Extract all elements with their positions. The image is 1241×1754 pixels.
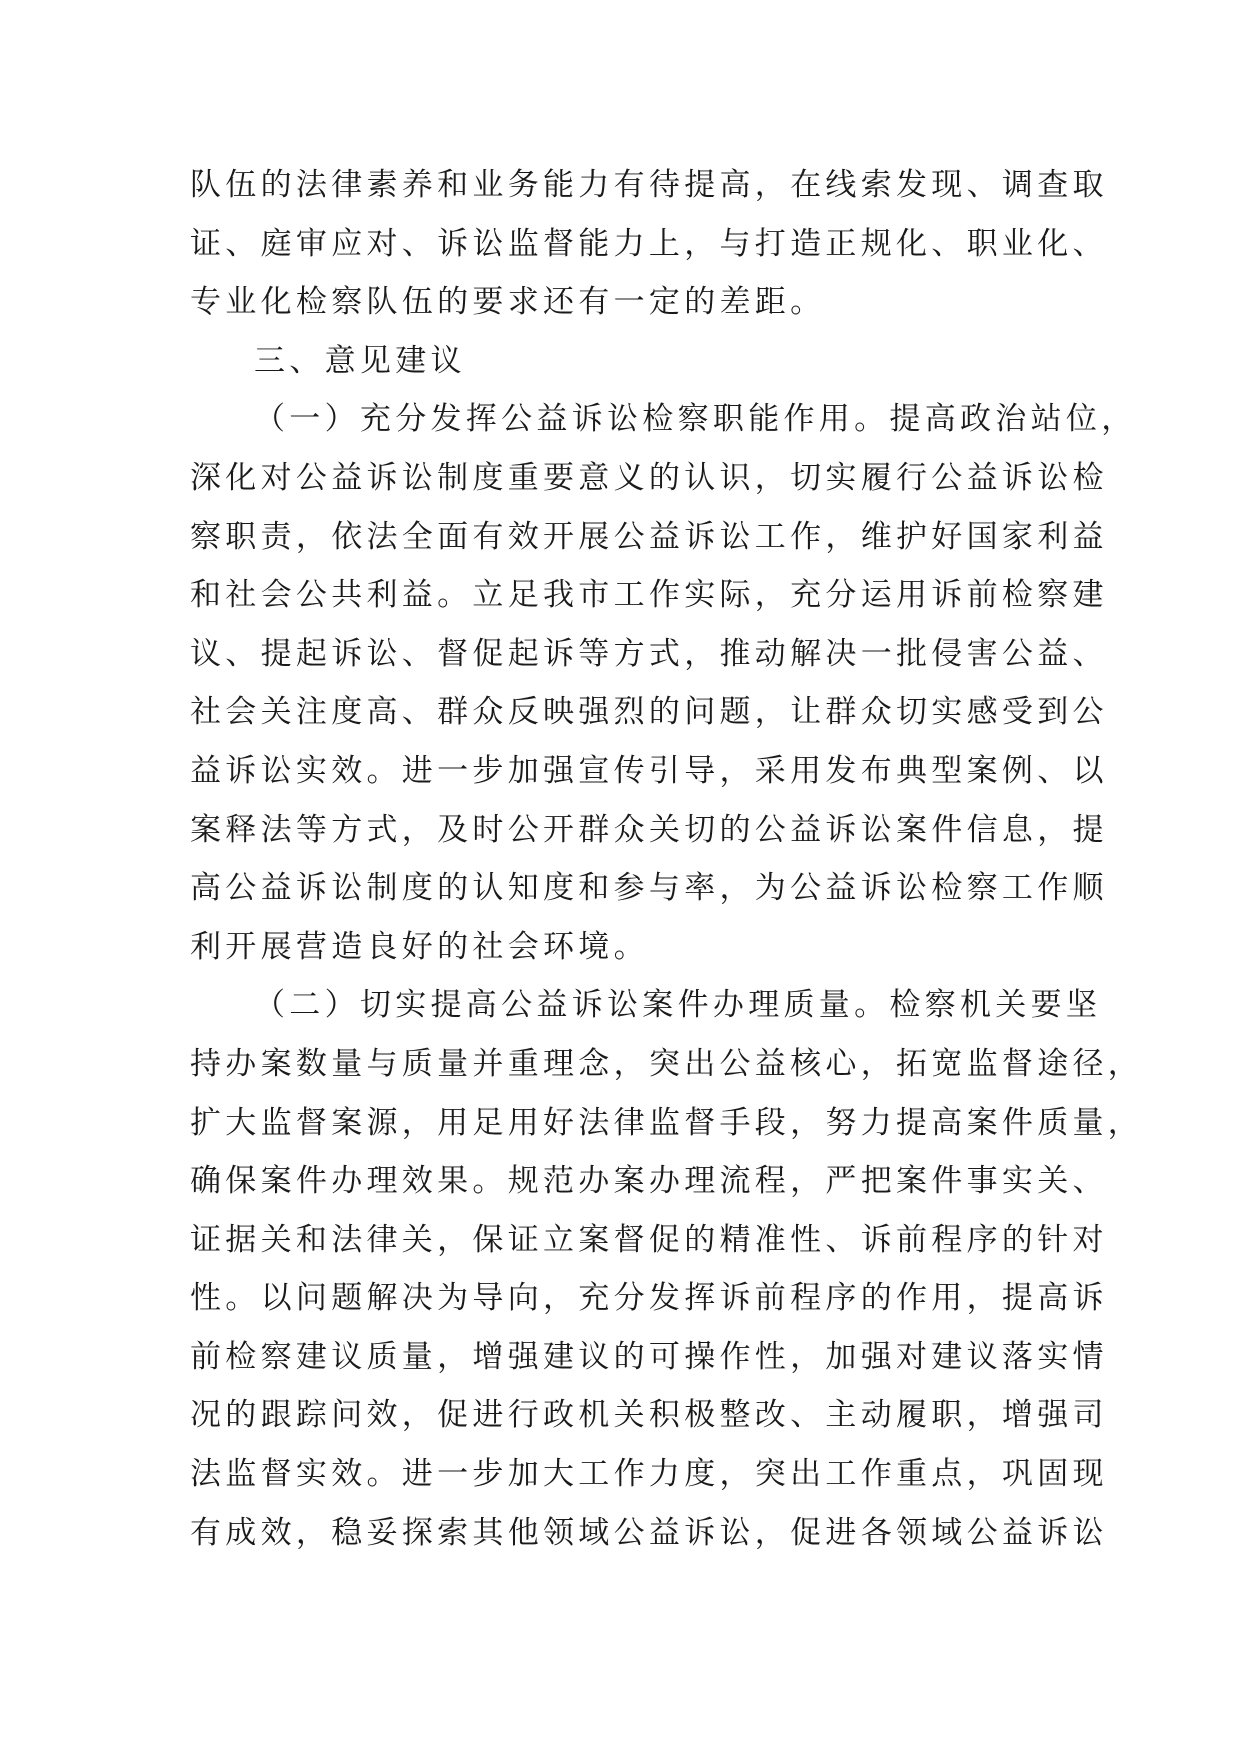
- text-line: 专业化检察队伍的要求还有一定的差距。: [190, 284, 826, 321]
- text-line: 况的跟踪问效，促进行政机关积极整改、主动履职，增强司: [190, 1397, 1108, 1434]
- text-line: 益诉讼实效。进一步加强宣传引导，采用发布典型案例、以: [190, 752, 1108, 789]
- text-line: 证、庭审应对、诉讼监督能力上，与打造正规化、职业化、: [190, 225, 1108, 262]
- section-heading: 三、意见建议: [254, 342, 466, 379]
- text-line: 队伍的法律素养和业务能力有待提高，在线索发现、调查取: [190, 167, 1108, 203]
- text-line: 有成效，稳妥探索其他领域公益诉讼，促进各领域公益诉讼: [190, 1514, 1108, 1551]
- text-line: 高公益诉讼制度的认知度和参与率，为公益诉讼检察工作顺: [190, 870, 1108, 907]
- text-line: 察职责，依法全面有效开展公益诉讼工作，维护好国家利益: [190, 518, 1108, 555]
- document-body: [190, 156, 1144, 1562]
- text-line: 深化对公益诉讼制度重要意义的认识，切实履行公益诉讼检: [190, 459, 1108, 496]
- text-line: 确保案件办理效果。规范办案办理流程，严把案件事实关、: [190, 1163, 1108, 1200]
- text-line: 社会关注度高、群众反映强烈的问题，让群众切实感受到公: [190, 694, 1108, 731]
- paragraph-first-line: （二）切实提高公益诉讼案件办理质量。检察机关要坚: [254, 987, 1102, 1024]
- text-line: 法监督实效。进一步加大工作力度，突出工作重点，巩固现: [190, 1456, 1108, 1493]
- paragraph-first-line: （一）充分发挥公益诉讼检察职能作用。提高政治站位，: [254, 401, 1137, 438]
- text-line: 和社会公共利益。立足我市工作实际，充分运用诉前检察建: [190, 577, 1108, 614]
- text-line: 利开展营造良好的社会环境。: [190, 928, 649, 965]
- text-line: 持办案数量与质量并重理念，突出公益核心，拓宽监督途径，: [190, 1045, 1144, 1082]
- text-line: 案释法等方式，及时公开群众关切的公益诉讼案件信息，提: [190, 811, 1108, 848]
- text-line: 扩大监督案源，用足用好法律监督手段，努力提高案件质量，: [190, 1104, 1144, 1141]
- text-line: 性。以问题解决为导向，充分发挥诉前程序的作用，提高诉: [190, 1280, 1108, 1317]
- text-line: 前检察建议质量，增强建议的可操作性，加强对建议落实情: [190, 1338, 1108, 1375]
- text-line: 议、提起诉讼、督促起诉等方式，推动解决一批侵害公益、: [190, 635, 1108, 672]
- text-line: 证据关和法律关，保证立案督促的精准性、诉前程序的针对: [190, 1221, 1108, 1258]
